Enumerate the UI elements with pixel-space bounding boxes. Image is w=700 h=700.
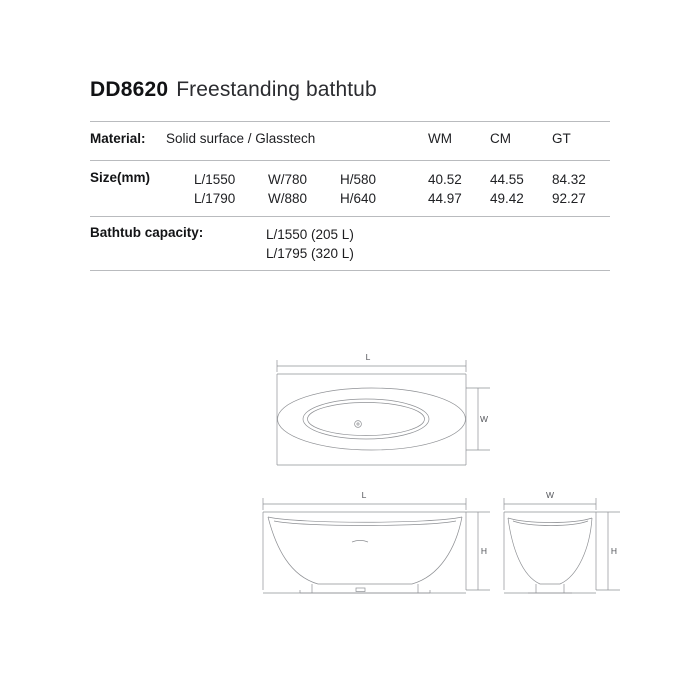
size-width: W/880 xyxy=(268,191,308,206)
page-title xyxy=(90,78,377,102)
svg-text:W: W xyxy=(545,490,555,500)
svg-text:L: L xyxy=(361,490,367,500)
svg-text:H: H xyxy=(610,546,618,556)
size-height: H/580 xyxy=(340,172,377,187)
size-label: Size(mm) xyxy=(90,170,151,185)
size-cm: 44.55 xyxy=(490,172,524,187)
size-height: H/640 xyxy=(340,191,377,206)
material-label: Material: xyxy=(90,131,146,146)
svg-text:L: L xyxy=(365,352,371,362)
svg-text:W: W xyxy=(479,414,489,424)
table-row xyxy=(194,189,614,208)
table-row-capacity xyxy=(90,225,610,267)
product-code: DD8620 xyxy=(90,78,169,101)
material-value: Solid surface / Glasstech xyxy=(166,131,316,146)
size-length: L/1550 xyxy=(194,172,236,187)
size-gt: 84.32 xyxy=(552,172,586,187)
table-divider-top xyxy=(90,121,610,122)
table-row-size xyxy=(90,170,610,212)
technical-drawings xyxy=(0,340,700,670)
product-name: Freestanding bathtub xyxy=(176,78,377,101)
side-view-drawing xyxy=(0,490,700,630)
capacity-label: Bathtub capacity: xyxy=(90,225,204,240)
column-header-wm: WM xyxy=(428,131,452,146)
size-grid xyxy=(194,170,614,208)
size-wm: 40.52 xyxy=(428,172,462,187)
column-header-cm: CM xyxy=(490,131,511,146)
size-length: L/1790 xyxy=(194,191,236,206)
capacity-values xyxy=(266,225,354,263)
table-row-material xyxy=(90,131,610,155)
svg-text:H: H xyxy=(480,546,488,556)
top-view-drawing xyxy=(0,340,700,490)
table-divider-material xyxy=(90,160,610,161)
size-cm: 49.42 xyxy=(490,191,524,206)
column-header-gt: GT xyxy=(552,131,571,146)
capacity-value: L/1795 (320 L) xyxy=(266,246,354,261)
capacity-value: L/1550 (205 L) xyxy=(266,227,354,242)
size-gt: 92.27 xyxy=(552,191,586,206)
table-row xyxy=(194,170,614,189)
table-divider-size xyxy=(90,216,610,217)
size-width: W/780 xyxy=(268,172,308,187)
size-wm: 44.97 xyxy=(428,191,462,206)
table-divider-bottom xyxy=(90,270,610,271)
